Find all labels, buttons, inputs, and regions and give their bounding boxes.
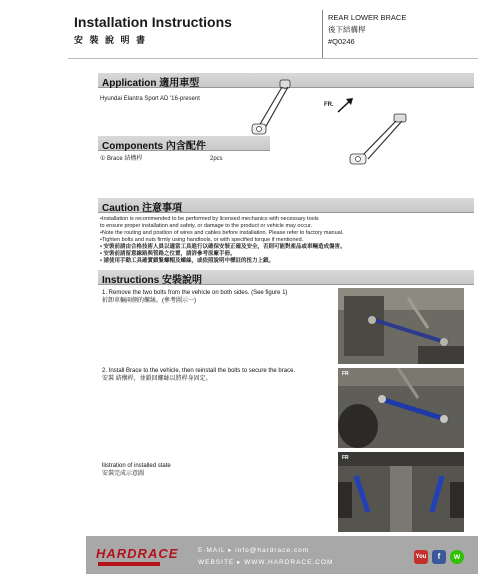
step-2-text-zh: 安裝 結構桿，並鎖回螺絲以將桿身固定。 — [102, 376, 212, 382]
figure-2-illustration — [338, 368, 464, 448]
component-item-qty: 2pcs — [210, 156, 223, 162]
instructions-heading: Instructions 安裝說明 — [102, 275, 203, 286]
document-title-zh: 安 裝 說 明 書 — [74, 35, 148, 45]
product-info — [328, 12, 406, 48]
caution-line: • 請使用手動工具確實鎖緊螺帽及螺絲，或依照說明中標註的扭力上鎖。 — [100, 258, 274, 264]
caution-line: •Tighten bolts and nuts firmly using handtools, or with specified torque if mentioned. — [100, 237, 304, 243]
contact-website[interactable]: WEBSITE ▸ WWW.HARDRACE.COM — [198, 559, 334, 566]
application-heading: Application 適用車型 — [102, 78, 200, 89]
caution-text — [100, 216, 400, 265]
step-3 — [102, 462, 332, 478]
component-item-name: ① Brace 結構桿 — [100, 156, 143, 162]
caution-section-bar — [98, 198, 474, 213]
caution-line: •Installation is recommended to be performed by licensed mechanics with necessary tools — [100, 216, 319, 222]
part-number: #Q0246 — [328, 37, 355, 46]
figure-3-illustration — [338, 452, 464, 532]
hardrace-logo: HARDRACE — [96, 546, 179, 561]
step-1-text-zh: 折卸車輛兩側的螺絲。(參考圖示一) — [102, 298, 196, 304]
footer-bar — [86, 536, 478, 574]
step-2 — [102, 367, 332, 383]
caution-line: • 安裝前請留意線路與管路之位置，請詳參考原廠手冊。 — [100, 251, 236, 257]
figure-3-photo — [338, 452, 464, 532]
step-1-text: 1. Remove the two bolts from the vehicle on both sides. (See figure 1) — [102, 290, 288, 296]
step-3-text-zh: 安裝完成示意圖 — [102, 471, 145, 477]
vehicle-fitment: Hyundai Elantra Sport AD '16-present — [100, 96, 200, 102]
wechat-icon[interactable]: w — [450, 550, 464, 564]
step-3-text: llistration of installed state — [102, 463, 171, 469]
step-1 — [102, 289, 332, 305]
components-section-bar — [98, 136, 270, 151]
instructions-section-bar — [98, 270, 474, 285]
figure-2-photo — [338, 368, 464, 448]
components-heading: Components 內含配件 — [102, 141, 206, 152]
figure-2-fr-label: FR — [342, 371, 349, 377]
figure-3-fr-label: FR — [342, 455, 349, 461]
caution-line: • 安裝前請由合格技術人員以適當工具進行以確保安裝正確及安全，否則可能對產品或車輛造成傷害。 — [100, 244, 346, 250]
caution-heading: Caution 注意事項 — [102, 203, 182, 214]
product-name-zh: 後下結構桿 — [328, 25, 366, 34]
figure-1-photo — [338, 288, 464, 364]
caution-line: •Note the routing and position of wires and cables before installation. Please refer to factory manual. — [100, 230, 344, 236]
instruction-sheet — [38, 0, 464, 580]
youtube-icon[interactable]: You — [414, 550, 428, 564]
contact-email[interactable]: E-MAIL ▸ info@hardrace.com — [198, 547, 310, 554]
document-title: Installation Instructions — [74, 14, 232, 30]
logo-stripe — [98, 562, 160, 566]
product-name: REAR LOWER BRACE — [328, 13, 407, 22]
header-divider — [322, 10, 323, 58]
step-2-text: 2. Install Brace to the vehicle, then reinstall the bolts to secure the brace. — [102, 368, 296, 374]
figure-1-illustration — [338, 288, 464, 364]
facebook-icon[interactable]: f — [432, 550, 446, 564]
direction-label: FR. — [324, 102, 334, 108]
header-rule — [68, 58, 478, 59]
brace-illustration-2 — [344, 112, 414, 174]
caution-line: to ensure proper installation and safety, or damage to the product or vehicle may occur. — [100, 223, 313, 229]
